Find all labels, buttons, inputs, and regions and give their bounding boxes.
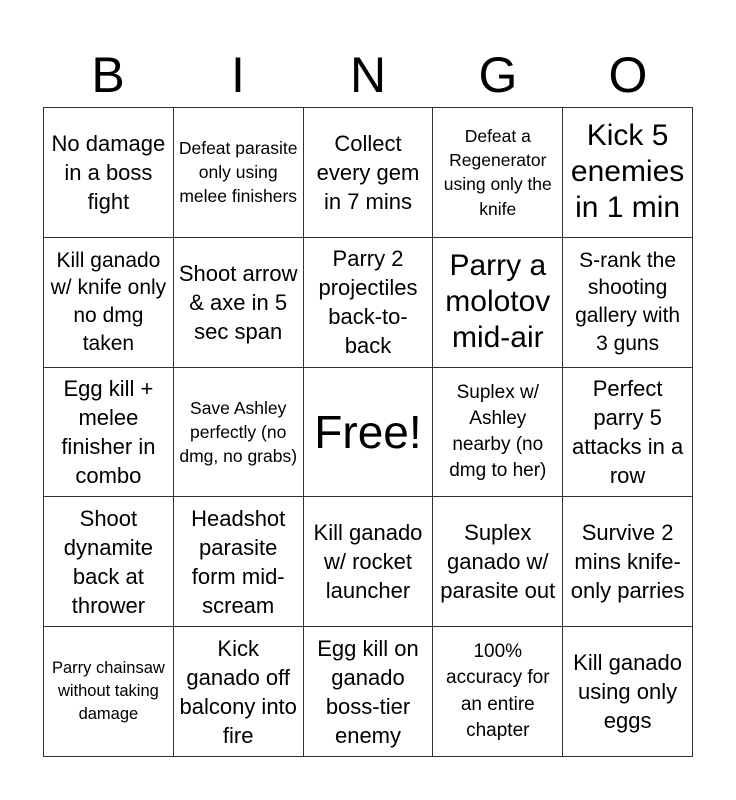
bingo-cell[interactable]: Egg kill + melee finisher in combo	[44, 368, 174, 498]
bingo-cell[interactable]: Shoot arrow & axe in 5 sec span	[174, 238, 304, 368]
header-letter-g: G	[478, 47, 518, 103]
header-letter-b: B	[91, 47, 125, 103]
header-letter-i: I	[231, 47, 245, 103]
bingo-cell[interactable]: Suplex ganado w/ parasite out	[433, 497, 563, 627]
bingo-cell[interactable]: No damage in a boss fight	[44, 108, 174, 238]
bingo-cell[interactable]: Suplex w/ Ashley nearby (no dmg to her)	[433, 368, 563, 498]
bingo-cell[interactable]: 100% accuracy for an entire chapter	[433, 627, 563, 757]
bingo-cell[interactable]: Kill ganado w/ rocket launcher	[304, 497, 434, 627]
bingo-cell[interactable]: Kill ganado w/ knife only no dmg taken	[44, 238, 174, 368]
bingo-cell[interactable]: Egg kill on ganado boss-tier enemy	[304, 627, 434, 757]
free-space[interactable]: Free!	[304, 368, 434, 498]
bingo-cell[interactable]: Shoot dynamite back at thrower	[44, 497, 174, 627]
bingo-cell[interactable]: Kill ganado using only eggs	[563, 627, 693, 757]
bingo-header	[43, 44, 693, 106]
bingo-cell[interactable]: Kick 5 enemies in 1 min	[563, 108, 693, 238]
header-letter-n: N	[349, 47, 387, 103]
bingo-cell[interactable]: Perfect parry 5 attacks in a row	[563, 368, 693, 498]
bingo-board	[43, 107, 693, 757]
header-letter-o: O	[608, 47, 648, 103]
bingo-cell[interactable]: Headshot parasite form mid-scream	[174, 497, 304, 627]
bingo-cell[interactable]: Kick ganado off balcony into fire	[174, 627, 304, 757]
bingo-cell[interactable]: Parry chainsaw without taking damage	[44, 627, 174, 757]
bingo-cell[interactable]: Save Ashley perfectly (no dmg, no grabs)	[174, 368, 304, 498]
bingo-cell[interactable]: Parry 2 projectiles back-to-back	[304, 238, 434, 368]
bingo-cell[interactable]: Defeat a Regenerator using only the knife	[433, 108, 563, 238]
bingo-cell[interactable]: Collect every gem in 7 mins	[304, 108, 434, 238]
bingo-cell[interactable]: Defeat parasite only using melee finishers	[174, 108, 304, 238]
bingo-cell[interactable]: S-rank the shooting gallery with 3 guns	[563, 238, 693, 368]
bingo-cell[interactable]: Parry a molotov mid-air	[433, 238, 563, 368]
bingo-cell[interactable]: Survive 2 mins knife-only parries	[563, 497, 693, 627]
